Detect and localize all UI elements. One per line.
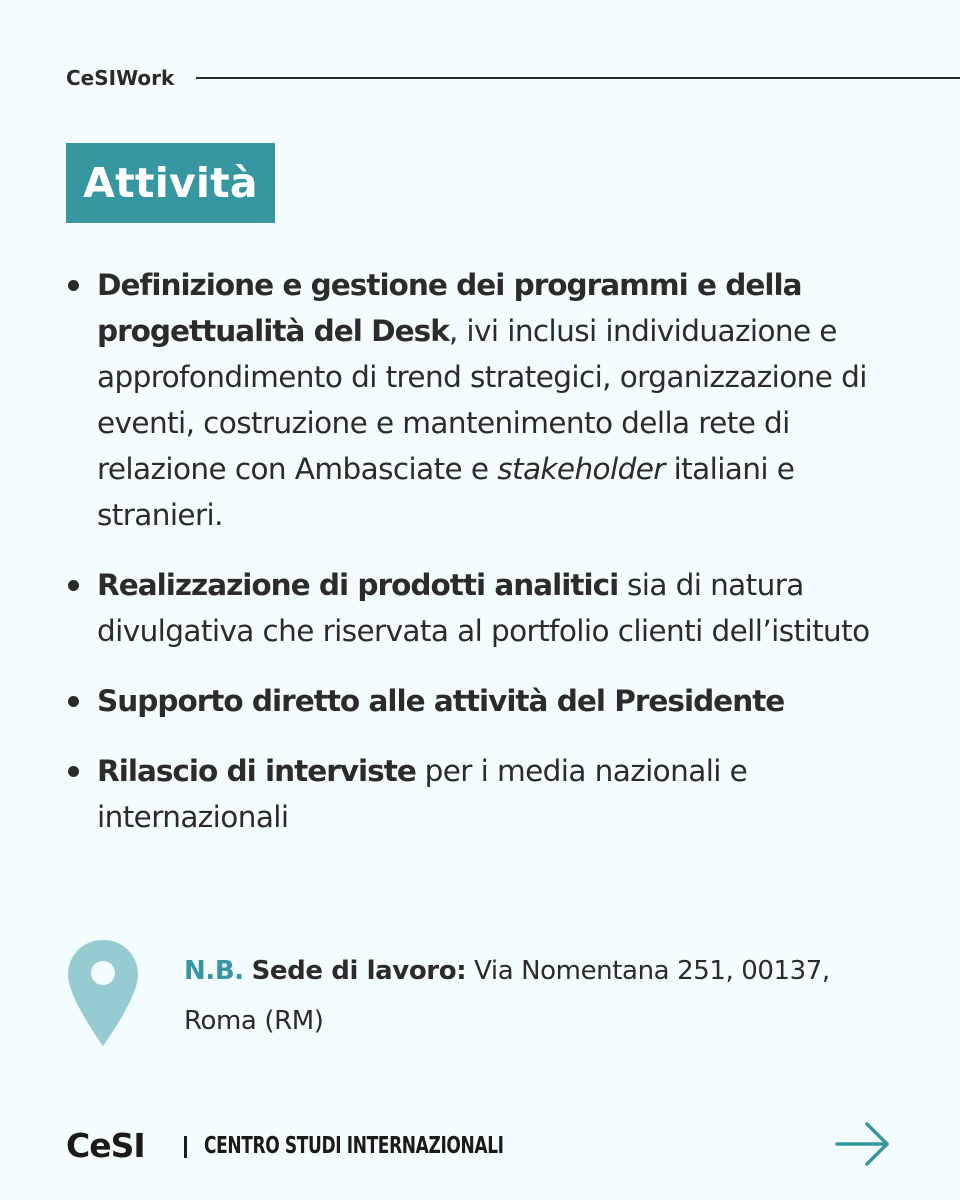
activity-highlight: Definizione e gestione dei programmi e della progettualità del Desk: [97, 268, 802, 348]
location-pin-icon: [66, 938, 140, 1048]
activity-text: per i media nazionali e internazionali: [97, 754, 748, 834]
header-divider: [196, 77, 960, 79]
cesi-logo: CeSI: [66, 1126, 145, 1165]
activity-list: [66, 262, 906, 864]
section-title-badge: [66, 143, 275, 223]
activity-text: sia di natura divulgativa che riservata al portfolio clienti dell’istituto: [97, 568, 870, 648]
activity-highlight: Realizzazione di prodotti analitici: [97, 568, 619, 602]
activity-item: [66, 562, 906, 654]
activity-text: , ivi inclusi individuazione e approfondimento di trend strategici, organizzazione di eventi, costruzione e mantenimento della rete di relazione con Ambasciate e: [97, 314, 867, 486]
organization-name: CENTRO STUDI INTERNAZIONALI: [204, 1133, 504, 1159]
footer: [66, 1126, 896, 1166]
work-location-text: [184, 946, 874, 1046]
arrow-right-icon[interactable]: [834, 1118, 892, 1170]
activity-item: [66, 678, 906, 724]
work-location-note: [66, 936, 886, 1051]
activity-highlight: Supporto diretto alle attività del Presidente: [97, 684, 785, 718]
footer-separator: [184, 1136, 187, 1158]
top-bar: [66, 64, 960, 92]
section-title: Attività: [83, 159, 258, 207]
activity-text: italiani e stranieri.: [97, 452, 795, 532]
note-prefix: N.B.: [184, 956, 244, 986]
activity-item: [66, 262, 906, 538]
note-address: Via Nomentana 251, 00137, Roma (RM): [184, 956, 830, 1036]
activity-highlight: Rilascio di interviste: [97, 754, 416, 788]
activity-emphasis: stakeholder: [497, 452, 665, 486]
activity-item: [66, 748, 906, 840]
note-label: Sede di lavoro:: [251, 956, 467, 986]
brand-label: CeSIWork: [66, 66, 175, 90]
